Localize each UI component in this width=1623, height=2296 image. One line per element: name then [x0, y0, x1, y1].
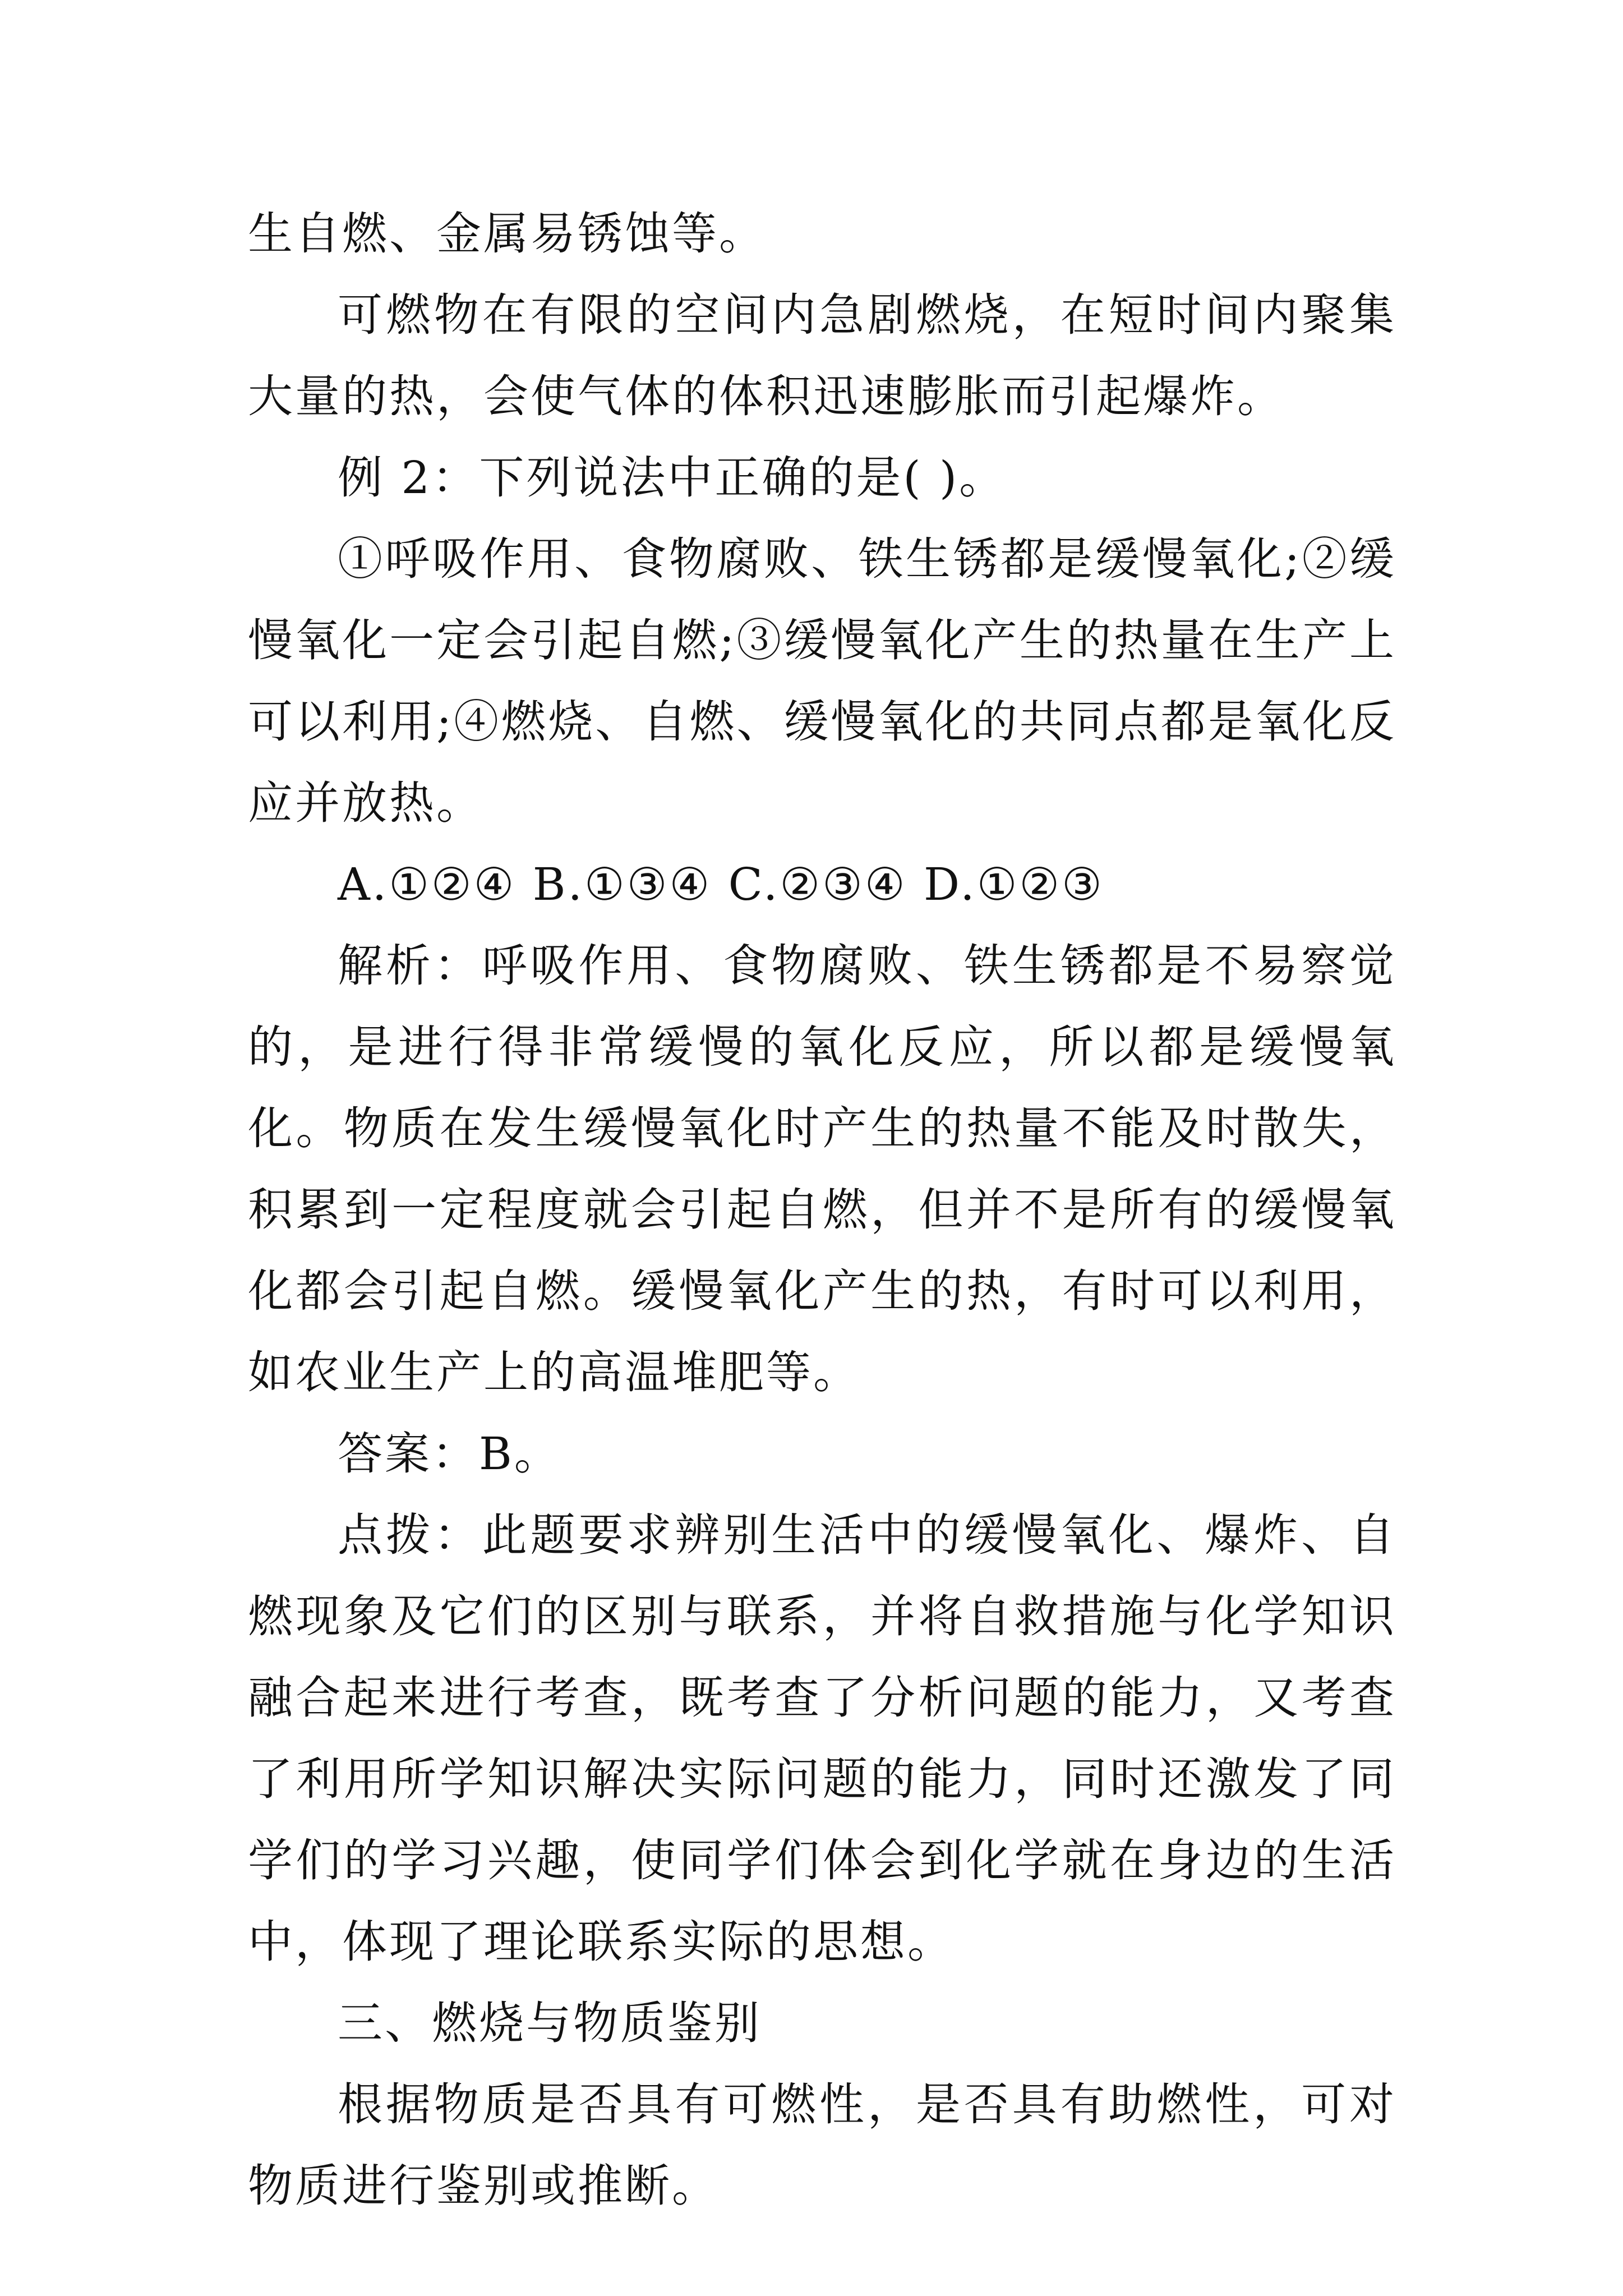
document-body: [248, 193, 1396, 2226]
example-options: A.①②④ B.①③④ C.②③④ D.①②③: [338, 858, 1104, 910]
paragraph-explosion: 可燃物在有限的空间内急剧燃烧，在短时间内聚集大量的热，会使气体的体积迅速膨胀而引起爆炸。: [248, 289, 1396, 422]
example-comment: 点拨：此题要求辨别生活中的缓慢氧化、爆炸、自燃现象及它们的区别与联系，并将自救措施与化学知识融合起来进行考查，既考查了分析问题的能力，又考查了利用所学知识解决实际问题的能力，同时还激发了同学们的学习兴趣，使同学们体会到化学就在身边的生活中，体现了理论联系实际的思想。: [248, 1509, 1396, 1968]
example-answer: 答案：B。: [338, 1428, 561, 1480]
section-heading: 三、燃烧与物质鉴别: [338, 1997, 762, 2049]
example-statements: ①呼吸作用、食物腐败、铁生锈都是缓慢氧化;②缓慢氧化一定会引起自燃;③缓慢氧化产生的热量在生产上可以利用;④燃烧、自燃、缓慢氧化的共同点都是氧化反应并放热。: [248, 533, 1396, 829]
example-question: 例 2：下列说法中正确的是( )。: [338, 452, 1007, 504]
paragraph-identification: 根据物质是否具有可燃性，是否具有助燃性，可对物质进行鉴别或推断。: [248, 2078, 1396, 2212]
paragraph-continuation: 生自燃、金属易锈蚀等。: [248, 208, 766, 260]
example-analysis: 解析：呼吸作用、食物腐败、铁生锈都是不易察觉的，是进行得非常缓慢的氧化反应，所以都是缓慢氧化。物质在发生缓慢氧化时产生的热量不能及时散失，积累到一定程度就会引起自燃，但并不是所有的缓慢氧化都会引起自燃。缓慢氧化产生的热，有时可以利用，如农业生产上的高温堆肥等。: [248, 940, 1396, 1398]
